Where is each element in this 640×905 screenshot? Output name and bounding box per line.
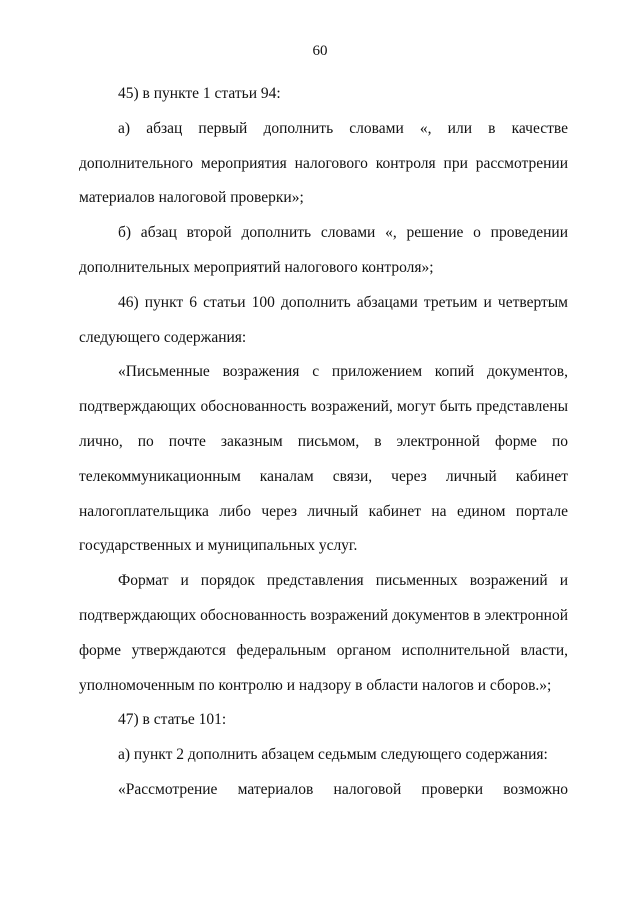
paragraph-subitem-a-point-2: а) пункт 2 дополнить абзацем седьмым следующего содержания:: [118, 746, 548, 764]
paragraph-item-47: 47) в статье 101:: [118, 711, 227, 729]
paragraph-subitem-b-second-abzac: б) абзац второй дополнить словами «, решение о проведении дополнительных мероприятий налогового контроля»;: [79, 224, 568, 276]
paragraph-quote-consideration: «Рассмотрение материалов налоговой проверки возможно: [118, 780, 568, 798]
page-number: 60: [312, 43, 328, 59]
paragraph-quote-objections: «Письменные возражения с приложением копий документов, подтверждающих обоснованность возражений, могут быть представлены лично, по почте заказным письмом, в электронной форме по телекоммуникационным каналам связи, через личный кабинет налогоплательщика либо через личный кабинет на едином портале государственных и муниципальных услуг.: [79, 363, 568, 555]
paragraph-item-45: 45) в пункте 1 статьи 94:: [118, 85, 281, 102]
document-body: [79, 77, 568, 808]
paragraph-subitem-a-first-abzac: а) абзац первый дополнить словами «, или в качестве дополнительного мероприятия налогового контроля при рассмотрении материалов налоговой проверки»;: [79, 119, 568, 207]
paragraph-format-procedure: Формат и порядок представления письменных возражений и подтверждающих обоснованность возражений документов в электронной форме утверждаются федеральным органом исполнительной власти, уполномоченным по контролю и надзору в области налогов и сборов.»;: [79, 572, 568, 694]
paragraph-item-46: 46) пункт 6 статьи 100 дополнить абзацами третьим и четвертым следующего содержания:: [79, 293, 568, 346]
